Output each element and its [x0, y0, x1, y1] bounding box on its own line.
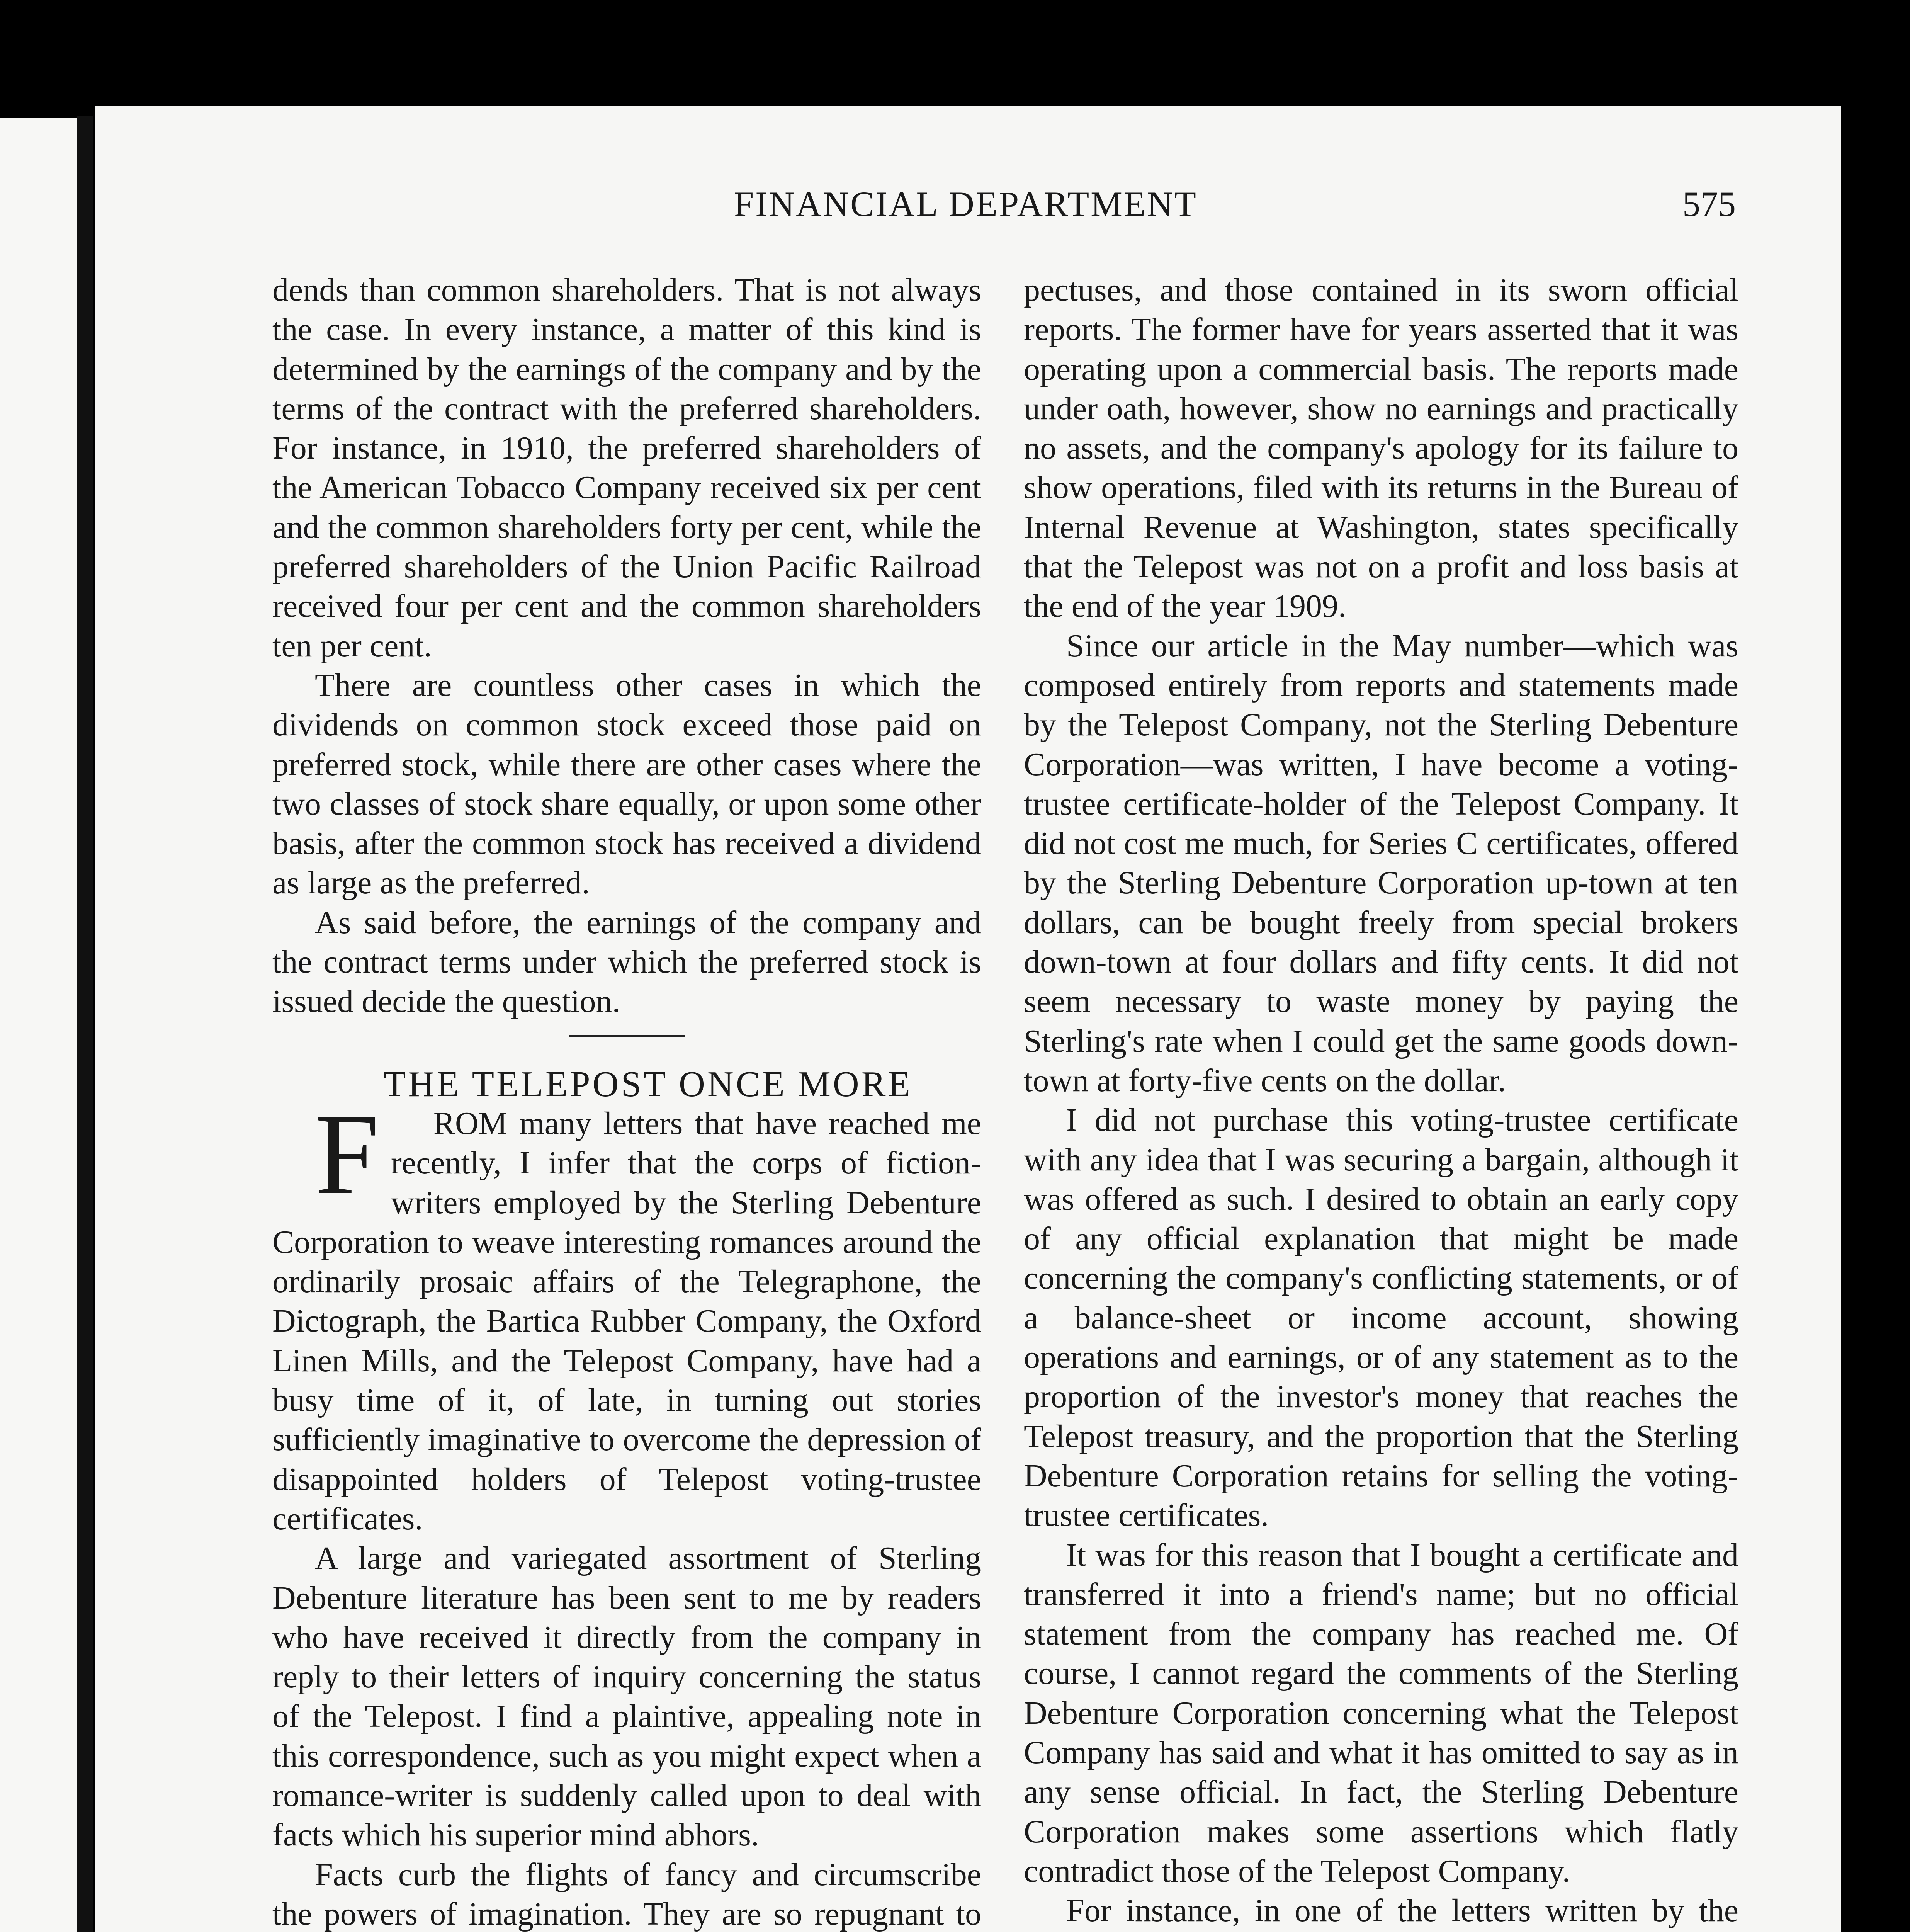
paragraph: Facts curb the flights of fancy and circumscribe the powers of imagination. They are so repugnant to — [272, 1856, 981, 1932]
paragraph: A large and variegated assortment of Sterling Debenture literature has been sent to me by readers who have received it directly from the company in reply to their letters of inquiry concerning the status of the Telepost. I find a plaintive, appealing note in this correspondence, such as you might expect when a romance-writer is suddenly called upon to deal with facts which his superior mind abhors. — [272, 1540, 981, 1853]
facing-page-edge — [0, 118, 79, 1932]
paragraph: I did not purchase this voting-trustee certificate with any idea that I was securing a bargain, although it was offered as such. I desired to obtain an early copy of any official explanation that might be made concerning the company's conflicting statements, or of a balance-sheet or income account, showing operations and earnings, or of any statement as to the proportion of the investor's money that reaches the Telepost treasury, and the proportion that the Sterling Debenture Corporation retains for selling the voting-trustee certificates. — [1024, 1102, 1738, 1534]
paragraph: As said before, the earnings of the company and the contract terms under which the preferred stock is issued decide the question. — [272, 904, 981, 1020]
paragraph: Since our article in the May number—which was composed entirely from reports and statements made by the Telepost Company, not the Sterling Debenture Corporation—was written, I have become a voting-trustee certificate-holder of the Telepost Company. It did not cost me much, for Series C certificates, offered by the Sterling Debenture Corporation up-town at ten dollars, can be bought freely from special brokers down-town at four dollars and fifty cents. It did not seem necessary to waste money by paying the Sterling's rate when I could get the same goods down-town at forty-five cents on the dollar. — [1024, 628, 1738, 1099]
section-title: THE TELEPOST ONCE MORE — [384, 1064, 913, 1104]
section-divider — [569, 1035, 685, 1037]
binding-shadow — [77, 116, 93, 1932]
paragraph: dends than common shareholders. That is not always the case. In every instance, a matter of this kind is determined by the earnings of the company and by the terms of the contract with the preferred shareholders. For instance, in 1910, the preferred shareholders of the American Tobacco Company received six per cent and the common shareholders forty per cent, while the preferred shareholders of the Union Pacific Railroad received four per cent and the common shareholders ten per cent. — [272, 272, 981, 664]
right-column — [1024, 270, 1738, 1932]
paragraph: pectuses, and those contained in its sworn official reports. The former have for years asserted that it was operating upon a commercial basis. The reports made under oath, however, show no earnings and practically no assets, and the company's apology for its failure to show operations, filed with its returns in the Bureau of Internal Revenue at Washington, states specifically that the Telepost was not on a profit and loss basis at the end of the year 1909. — [1024, 272, 1738, 624]
paragraph: For instance, in one of the letters written by the — [1066, 1893, 1738, 1929]
page-number: 575 — [1682, 184, 1736, 224]
running-title: FINANCIAL DEPARTMENT — [734, 184, 1198, 224]
page-header — [0, 184, 1910, 245]
drop-cap: F — [315, 1090, 379, 1218]
paragraph: There are countless other cases in which the dividends on common stock exceed those paid on preferred stock, while there are other cases where the two classes of stock share equally, or upon some other basis, after the common stock has received a dividend as large as the preferred. — [272, 667, 981, 901]
opening-text: ROM many letters that have reached me recently, I infer that the corps of fiction-writers employed by the Sterling Debenture Corporation to weave interesting romances around the ordinarily prosaic affairs of the Telegraphone, the Dictograph, the Bartica Rubber Company, the Oxford Linen Mills, and the Telepost Company, have had a busy time of it, of late, in turning out stories sufficiently imaginative to overcome the depression of disappointed holders of Telepost voting-trustee certificates. — [272, 1105, 981, 1537]
paragraph: It was for this reason that I bought a certificate and transferred it into a friend's name; but no official statement from the company has reached me. Of course, I cannot regard the comments of the Sterling Debenture Corporation concerning what the Telepost Company has said and what it has omitted to say as in any sense official. In fact, the Sterling Debenture Corporation makes some assertions which flatly contradict those of the Telepost Company. — [1024, 1537, 1738, 1889]
left-column — [272, 270, 981, 1932]
opening-paragraph — [272, 1090, 981, 1539]
